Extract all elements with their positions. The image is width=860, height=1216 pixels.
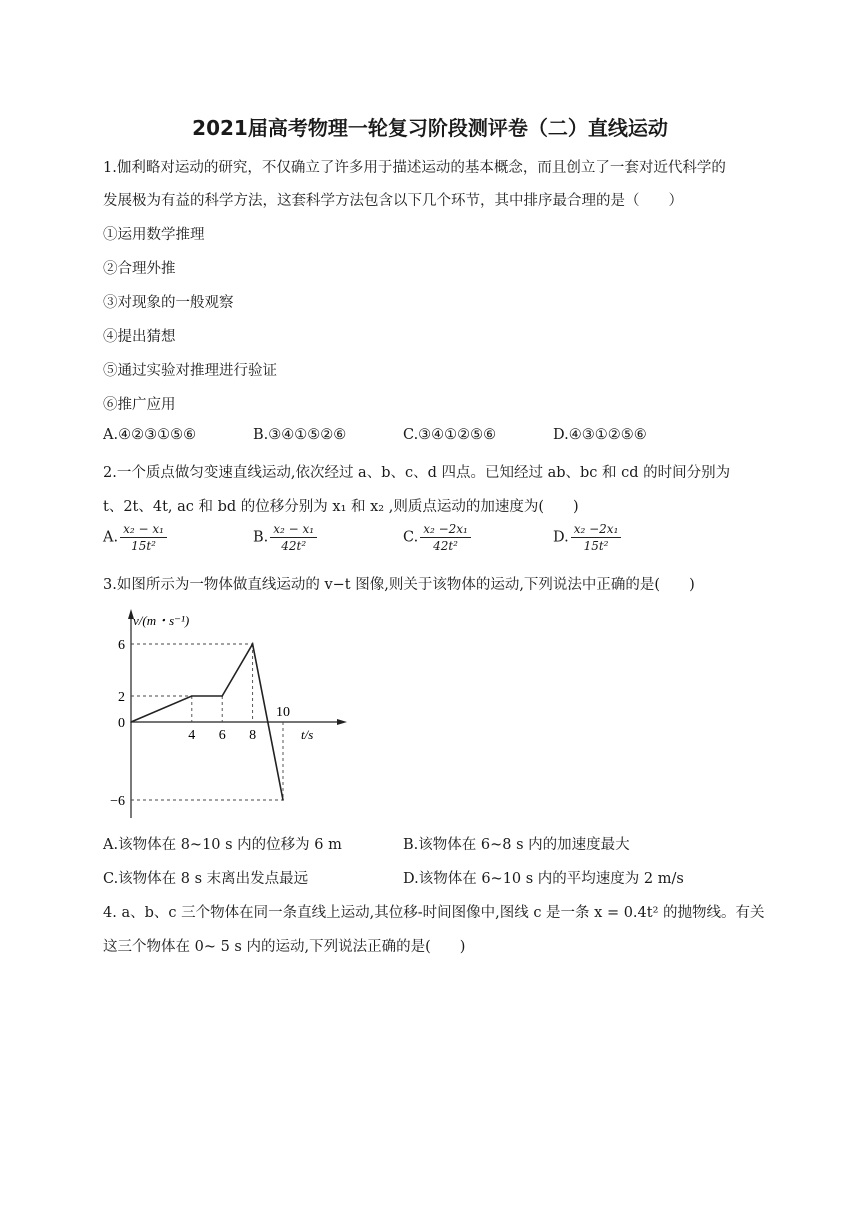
q3-option-c: C.该物体在 8 s 末离出发点最远 [103,871,309,887]
q2-option-c [403,522,471,553]
q2-option-d-denominator: 15t² [583,539,609,553]
q2-option-a [103,522,167,553]
q2-option-b-numerator: x₂ − x₁ [270,522,317,538]
y-axis-label: v/(m・s⁻¹) [133,613,190,628]
q2-stem-line2: t、2t、4t, ac 和 bd 的位移分别为 x₁ 和 x₂ ,则质点运动的加速度为( ) [103,499,579,515]
q2-option-d-label: D. [553,529,569,546]
q1-option-b: B.③④①⑤②⑥ [253,427,347,443]
q1-option-c: C.③④①②⑤⑥ [403,427,497,443]
q2-option-b [253,522,317,553]
vt-graph [103,603,353,823]
q1-stem-line1: 1.伽利略对运动的研究，不仅确立了许多用于描述运动的基本概念，而且创立了一套对近代科学的 [103,160,726,176]
q1-step-2: ②合理外推 [103,261,176,277]
q2-option-c-label: C. [403,529,419,546]
x-tick-label: 8 [249,728,257,743]
q2-option-c-fraction [420,522,471,553]
q1-step-6: ⑥推广应用 [103,397,176,413]
q2-option-a-fraction [120,522,167,553]
q3-option-a: A.该物体在 8~10 s 内的位移为 6 m [103,837,342,853]
page-title: 2021届高考物理一轮复习阶段测评卷（二）直线运动 [192,116,668,140]
q2-option-d [553,522,621,553]
q1-step-3: ③对现象的一般观察 [103,295,234,311]
q3-stem: 3.如图所示为一物体做直线运动的 v−t 图像,则关于该物体的运动,下列说法中正确的是( ) [103,577,695,593]
q2-option-d-numerator: x₂ −2x₁ [571,522,622,538]
q2-option-b-label: B. [253,529,269,546]
q2-stem-line1: 2.一个质点做匀变速直线运动,依次经过 a、b、c、d 四点。已知经过 ab、bc 和 cd 的时间分别为 [103,465,731,481]
q2-option-d-fraction [571,522,622,553]
x-tick-label: 10 [276,705,290,720]
y-tick-label: 0 [118,716,125,731]
q4-stem-line2: 这三个物体在 0~ 5 s 内的运动,下列说法正确的是( ) [103,939,466,955]
q1-step-5: ⑤通过实验对推理进行验证 [103,363,277,379]
q2-option-c-numerator: x₂ −2x₁ [420,522,471,538]
y-tick-label: −6 [110,794,125,809]
y-tick-label: 2 [118,690,125,705]
x-tick-label: 4 [188,728,196,743]
q4-stem-line1: 4. a、b、c 三个物体在同一条直线上运动,其位移-时间图像中,图线 c 是一条 x = 0.4t² 的抛物线。有关 [103,905,765,921]
x-axis-label: t/s [301,727,314,742]
q3-option-b: B.该物体在 6~8 s 内的加速度最大 [403,837,630,853]
y-tick-label: 6 [118,638,125,653]
q1-option-d: D.④③①②⑤⑥ [553,427,647,443]
q2-option-b-denominator: 42t² [281,539,307,553]
q1-step-4: ④提出猜想 [103,329,176,345]
x-tick-label: 6 [218,728,226,743]
q2-option-a-label: A. [103,529,119,546]
q2-option-a-numerator: x₂ − x₁ [120,522,167,538]
q2-option-b-fraction [270,522,317,553]
x-axis-arrow [337,719,347,725]
q3-option-d: D.该物体在 6~10 s 内的平均速度为 2 m/s [403,871,684,887]
q1-step-1: ①运用数学推理 [103,227,205,243]
q2-option-c-denominator: 42t² [433,539,458,553]
q1-option-a: A.④②③①⑤⑥ [103,427,197,443]
q2-option-a-denominator: 15t² [131,539,156,553]
q1-stem-line2: 发展极为有益的科学方法，这套科学方法包含以下几个环节，其中排序最合理的是（ ） [103,193,683,209]
